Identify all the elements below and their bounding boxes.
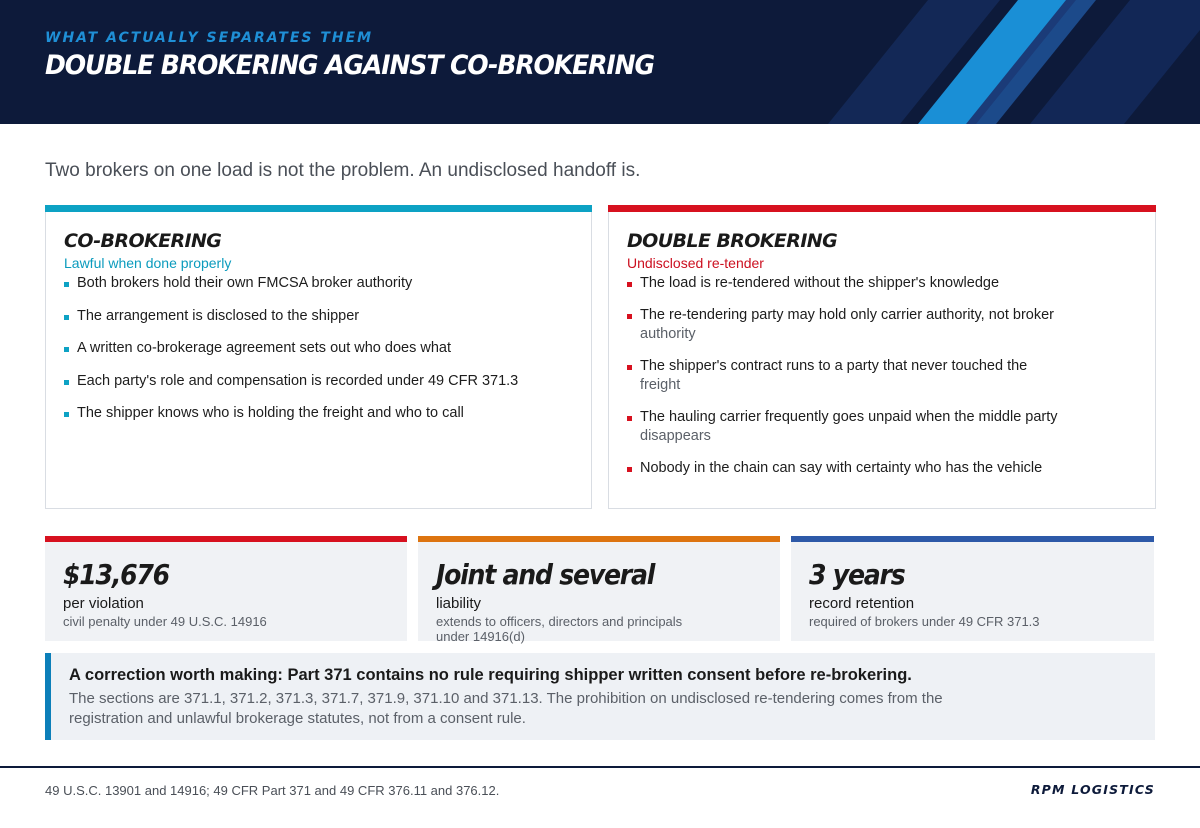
list-item: The load is re-tendered without the shipper's knowledge [627,274,1075,293]
list-item: The shipper knows who is holding the freight and who to call [64,404,511,423]
list-item: The re-tendering party may hold only carrier authority, not broker authority [627,306,1075,344]
stat-label: per violation [63,595,144,612]
brand-name: RPM LOGISTICS [1030,782,1155,797]
stat-retention [791,536,1154,641]
card-title: DOUBLE BROKERING [627,230,838,252]
callout-heading: A correction worth making: Part 371 contains no rule requiring shipper written consent before re-brokering. [69,666,912,684]
card-accent-bar [45,205,592,212]
bullet-square [64,380,69,385]
double-brokering-card [608,205,1156,509]
bullet-square [627,416,632,421]
header-banner [0,0,1200,124]
bullet-square [64,412,69,417]
bullet-square [627,467,632,472]
list-item: The shipper's contract runs to a party that never touched the freight [627,357,1075,395]
bullet-square [64,282,69,287]
stat-label: liability [436,595,482,612]
stat-note: civil penalty under 49 U.S.C. 14916 [63,614,267,629]
stat-accent-bar [418,536,780,542]
card-subtitle: Lawful when done properly [64,255,232,271]
list-item: The arrangement is disclosed to the shipper [64,307,511,326]
list-item: A written co-brokerage agreement sets out who does what [64,339,511,358]
page-title: DOUBLE BROKERING AGAINST CO-BROKERING [45,50,654,81]
list-item: Both brokers hold their own FMCSA broker authority [64,274,511,293]
co-brokering-card [45,205,592,509]
stat-liability [418,536,780,644]
stat-note: extends to officers, directors and principals under 14916(d) [436,614,683,644]
card-title: CO-BROKERING [64,230,222,252]
list-item: Nobody in the chain can say with certainty who has the vehicle [627,459,1075,478]
co-brokering-list [64,274,519,437]
stat-value: Joint and several [436,558,655,591]
list-item: The hauling carrier frequently goes unpaid when the middle party disappears [627,408,1075,446]
footer-rule [0,766,1200,768]
card-accent-bar [608,205,1156,212]
card-subtitle: Undisclosed re-tender [627,255,764,271]
bullet-square [64,315,69,320]
stat-penalty [45,536,407,641]
bullet-square [627,282,632,287]
lede-text: Two brokers on one load is not the problem. An undisclosed handoff is. [45,160,641,181]
bullet-square [627,365,632,370]
stat-label: record retention [809,595,915,612]
eyebrow-text: WHAT ACTUALLY SEPARATES THEM [45,30,374,46]
double-brokering-list [627,274,1075,491]
list-item: Each party's role and compensation is recorded under 49 CFR 371.3 [64,372,511,391]
bullet-square [627,314,632,319]
stat-note: required of brokers under 49 CFR 371.3 [809,614,1040,629]
callout-body: The sections are 371.1, 371.2, 371.3, 371.7, 371.9, 371.10 and 371.13. The prohibition on undisclosed re-tendering comes from the registration and unlawful brokerage statutes, not from a consent rule. [69,690,943,727]
stat-value: $13,676 [63,558,169,591]
stat-value: 3 years [809,558,905,591]
stat-accent-bar [45,536,407,542]
correction-callout [45,653,1155,740]
bullet-square [64,347,69,352]
stat-accent-bar [791,536,1154,542]
source-citation: 49 U.S.C. 13901 and 14916; 49 CFR Part 371 and 49 CFR 376.11 and 376.12. [45,783,500,798]
